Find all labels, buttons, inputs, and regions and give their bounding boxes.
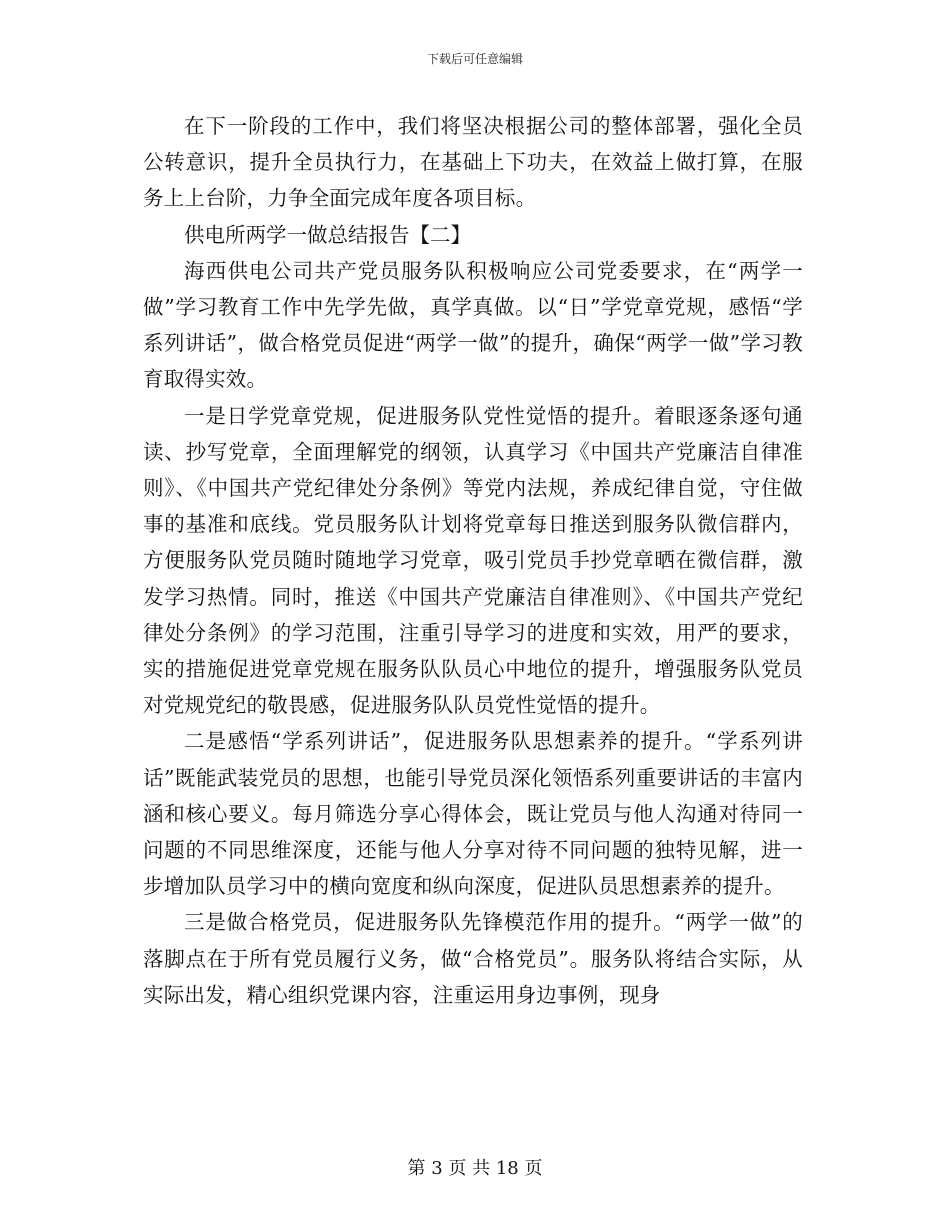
paragraph-2: 海西供电公司共产党员服务队积极响应公司党委要求，在“两学一做”学习教育工作中先学先做，真学真做。以“日”学党章党规，感悟“学系列讲话”，做合格党员促进“两学一做”的提升，确保“两学一做”学习教育取得实效。 (143, 258, 803, 392)
page-footer: 第 3 页 共 18 页 (407, 1158, 543, 1179)
paragraph-1: 在下一阶段的工作中，我们将坚决根据公司的整体部署，强化全员公转意识，提升全员执行力，在基础上下功夫，在效益上做打算，在服务上上台阶，力争全面完成年度各项目标。 (143, 114, 803, 211)
paragraph-5: 三是做合格党员，促进服务队先锋模范作用的提升。“两学一做”的落脚点在于所有党员履行义务，做“合格党员”。服务队将结合实际，从实际出发，精心组织党课内容，注重运用身边事例，现身 (143, 910, 803, 1007)
section-heading: 供电所两学一做总结报告【二】 (184, 222, 471, 247)
paragraph-4: 二是感悟“学系列讲话”，促进服务队思想素养的提升。“学系列讲话”既能武装党员的思想，也能引导党员深化领悟系列重要讲话的丰富内涵和核心要义。每月筛选分享心得体会，既让党员与他人沟通对待同一问题的不同思维深度，还能与他人分享对待不同问题的独特见解，进一步增加队员学习中的横向宽度和纵向深度，促进队员思想素养的提升。 (143, 729, 803, 899)
document-body (143, 108, 803, 1013)
paragraph-3: 一是日学党章党规，促进服务队党性觉悟的提升。着眼逐条逐句通读、抄写党章，全面理解党的纲领，认真学习《中国共产党廉洁自律准则》、《中国共产党纪律处分条例》等党内法规，养成纪律自觉，守住做事的基准和底线。党员服务队计划将党章每日推送到服务队微信群内，方便服务队党员随时随地学习党章，吸引党员手抄党章晒在微信群，激发学习热情。同时，推送《中国共产党廉洁自律准则》、《中国共产党纪律处分条例》的学习范围，注重引导学习的进度和实效，用严的要求，实的措施促进党章党规在服务队队员心中地位的提升，增强服务队党员对党规党纪的敬畏感，促进服务队队员党性觉悟的提升。 (143, 403, 803, 718)
page-header: 下载后可任意编辑 (426, 52, 523, 66)
